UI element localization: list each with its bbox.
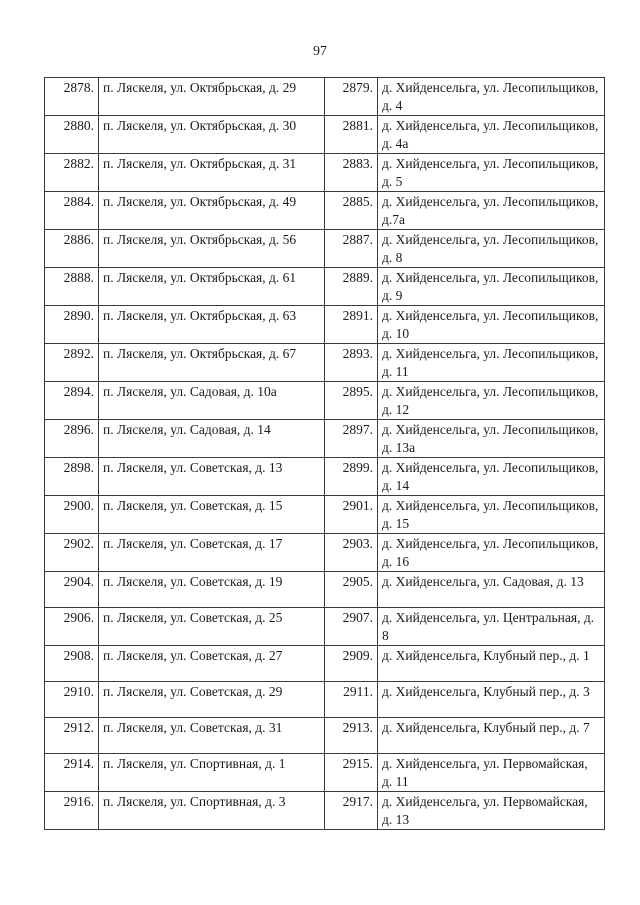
right-entry-number: 2907. — [325, 608, 378, 646]
table-row — [45, 792, 605, 830]
left-entry-number: 2890. — [45, 306, 99, 344]
right-entry-number: 2883. — [325, 154, 378, 192]
left-entry-address: п. Ляскеля, ул. Спортивная, д. 1 — [99, 754, 325, 792]
right-entry-number: 2899. — [325, 458, 378, 496]
left-entry-number: 2912. — [45, 718, 99, 754]
right-entry-number: 2905. — [325, 572, 378, 608]
table-row — [45, 78, 605, 116]
left-entry-number: 2906. — [45, 608, 99, 646]
table-row — [45, 344, 605, 382]
table-row — [45, 420, 605, 458]
right-entry-address: д. Хийденсельга, ул. Лесопильщиков, д. 4а — [378, 116, 605, 154]
left-entry-number: 2898. — [45, 458, 99, 496]
left-entry-number: 2910. — [45, 682, 99, 718]
right-entry-address: д. Хийденсельга, ул. Лесопильщиков, д.7а — [378, 192, 605, 230]
left-entry-number: 2896. — [45, 420, 99, 458]
left-entry-number: 2886. — [45, 230, 99, 268]
right-entry-address: д. Хийденсельга, ул. Лесопильщиков, д. 13а — [378, 420, 605, 458]
right-entry-address: д. Хийденсельга, ул. Лесопильщиков, д. 4 — [378, 78, 605, 116]
left-entry-address: п. Ляскеля, ул. Октябрьская, д. 63 — [99, 306, 325, 344]
left-entry-number: 2902. — [45, 534, 99, 572]
right-entry-number: 2895. — [325, 382, 378, 420]
table-row — [45, 682, 605, 718]
right-entry-number: 2897. — [325, 420, 378, 458]
left-entry-address: п. Ляскеля, ул. Октябрьская, д. 29 — [99, 78, 325, 116]
table-row — [45, 116, 605, 154]
table-row — [45, 718, 605, 754]
left-entry-address: п. Ляскеля, ул. Октябрьская, д. 49 — [99, 192, 325, 230]
right-entry-number: 2915. — [325, 754, 378, 792]
left-entry-number: 2880. — [45, 116, 99, 154]
right-entry-number: 2891. — [325, 306, 378, 344]
table-row — [45, 496, 605, 534]
right-entry-number: 2879. — [325, 78, 378, 116]
right-entry-address: д. Хийденсельга, ул. Лесопильщиков, д. 11 — [378, 344, 605, 382]
left-entry-address: п. Ляскеля, ул. Советская, д. 15 — [99, 496, 325, 534]
right-entry-number: 2893. — [325, 344, 378, 382]
table-row — [45, 230, 605, 268]
table-row — [45, 268, 605, 306]
left-entry-address: п. Ляскеля, ул. Садовая, д. 10а — [99, 382, 325, 420]
address-register-table — [44, 77, 605, 830]
right-entry-address: д. Хийденсельга, ул. Центральная, д. 8 — [378, 608, 605, 646]
left-entry-address: п. Ляскеля, ул. Октябрьская, д. 30 — [99, 116, 325, 154]
right-entry-number: 2903. — [325, 534, 378, 572]
left-entry-address: п. Ляскеля, ул. Спортивная, д. 3 — [99, 792, 325, 830]
left-entry-address: п. Ляскеля, ул. Советская, д. 29 — [99, 682, 325, 718]
table-row — [45, 646, 605, 682]
left-entry-address: п. Ляскеля, ул. Садовая, д. 14 — [99, 420, 325, 458]
left-entry-number: 2914. — [45, 754, 99, 792]
right-entry-number: 2901. — [325, 496, 378, 534]
right-entry-address: д. Хийденсельга, ул. Лесопильщиков, д. 12 — [378, 382, 605, 420]
table-row — [45, 382, 605, 420]
right-entry-number: 2911. — [325, 682, 378, 718]
left-entry-number: 2888. — [45, 268, 99, 306]
right-entry-address: д. Хийденсельга, ул. Первомайская, д. 13 — [378, 792, 605, 830]
right-entry-address: д. Хийденсельга, ул. Лесопильщиков, д. 10 — [378, 306, 605, 344]
right-entry-address: д. Хийденсельга, ул. Лесопильщиков, д. 5 — [378, 154, 605, 192]
table-row — [45, 154, 605, 192]
table-row — [45, 572, 605, 608]
left-entry-number: 2916. — [45, 792, 99, 830]
right-entry-address: д. Хийденсельга, ул. Лесопильщиков, д. 15 — [378, 496, 605, 534]
table-row — [45, 458, 605, 496]
left-entry-number: 2884. — [45, 192, 99, 230]
table-row — [45, 534, 605, 572]
right-entry-address: д. Хийденсельга, ул. Первомайская, д. 11 — [378, 754, 605, 792]
left-entry-address: п. Ляскеля, ул. Советская, д. 17 — [99, 534, 325, 572]
left-entry-address: п. Ляскеля, ул. Советская, д. 13 — [99, 458, 325, 496]
right-entry-address: д. Хийденсельга, ул. Лесопильщиков, д. 14 — [378, 458, 605, 496]
right-entry-address: д. Хийденсельга, Клубный пер., д. 7 — [378, 718, 605, 754]
left-entry-address: п. Ляскеля, ул. Советская, д. 19 — [99, 572, 325, 608]
left-entry-number: 2894. — [45, 382, 99, 420]
left-entry-number: 2878. — [45, 78, 99, 116]
left-entry-number: 2904. — [45, 572, 99, 608]
table-row — [45, 192, 605, 230]
right-entry-number: 2909. — [325, 646, 378, 682]
left-entry-number: 2882. — [45, 154, 99, 192]
table-row — [45, 608, 605, 646]
right-entry-address: д. Хийденсельга, ул. Лесопильщиков, д. 8 — [378, 230, 605, 268]
left-entry-address: п. Ляскеля, ул. Октябрьская, д. 61 — [99, 268, 325, 306]
right-entry-address: д. Хийденсельга, ул. Садовая, д. 13 — [378, 572, 605, 608]
left-entry-address: п. Ляскеля, ул. Советская, д. 27 — [99, 646, 325, 682]
left-entry-address: п. Ляскеля, ул. Октябрьская, д. 67 — [99, 344, 325, 382]
left-entry-address: п. Ляскеля, ул. Октябрьская, д. 31 — [99, 154, 325, 192]
page-number: 97 — [313, 44, 327, 59]
table-row — [45, 754, 605, 792]
left-entry-number: 2892. — [45, 344, 99, 382]
table-row — [45, 306, 605, 344]
left-entry-address: п. Ляскеля, ул. Советская, д. 31 — [99, 718, 325, 754]
right-entry-address: д. Хийденсельга, ул. Лесопильщиков, д. 16 — [378, 534, 605, 572]
right-entry-number: 2917. — [325, 792, 378, 830]
left-entry-address: п. Ляскеля, ул. Октябрьская, д. 56 — [99, 230, 325, 268]
right-entry-number: 2887. — [325, 230, 378, 268]
right-entry-address: д. Хийденсельга, Клубный пер., д. 3 — [378, 682, 605, 718]
left-entry-number: 2900. — [45, 496, 99, 534]
left-entry-number: 2908. — [45, 646, 99, 682]
right-entry-number: 2881. — [325, 116, 378, 154]
right-entry-number: 2913. — [325, 718, 378, 754]
left-entry-address: п. Ляскеля, ул. Советская, д. 25 — [99, 608, 325, 646]
right-entry-address: д. Хийденсельга, ул. Лесопильщиков, д. 9 — [378, 268, 605, 306]
right-entry-number: 2889. — [325, 268, 378, 306]
right-entry-number: 2885. — [325, 192, 378, 230]
right-entry-address: д. Хийденсельга, Клубный пер., д. 1 — [378, 646, 605, 682]
